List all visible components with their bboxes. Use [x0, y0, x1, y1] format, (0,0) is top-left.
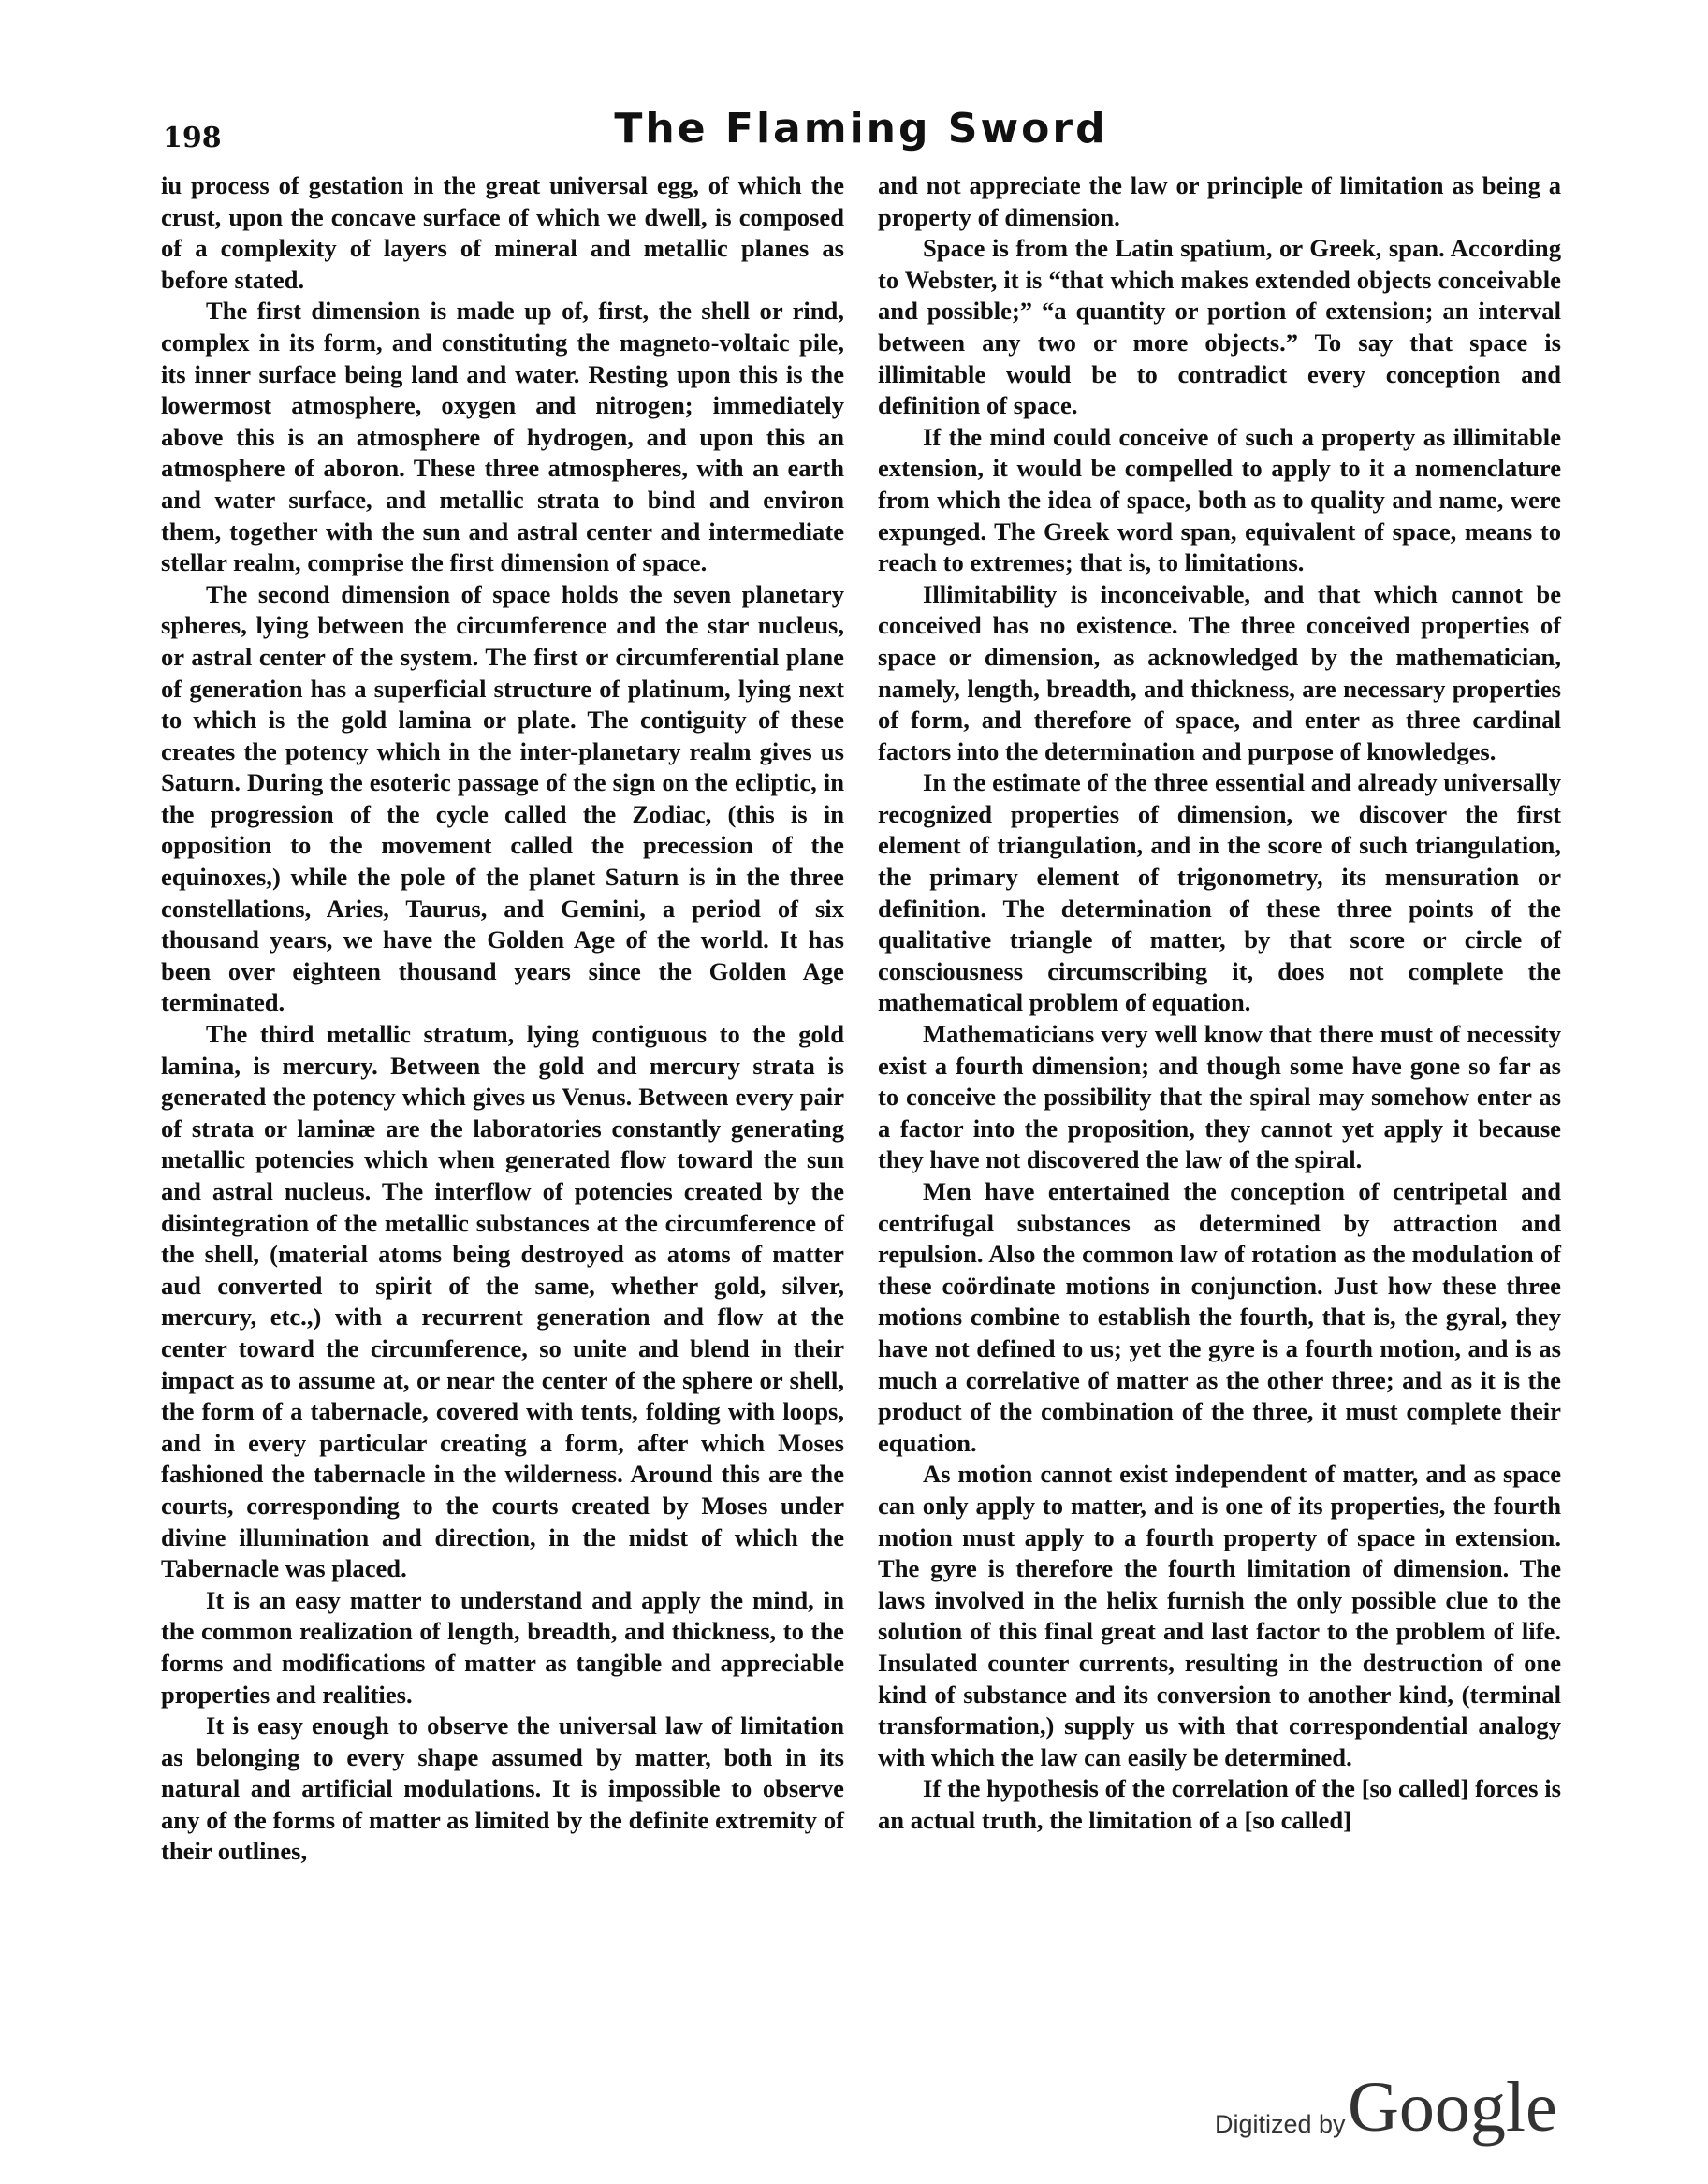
paragraph: It is easy enough to observe the universal law of limitation as belonging to every shape assumed by matter, both in its natural and artificial modulations. It is impossible to observe any of the forms of matter as limited by the definite extremity of their outlines,: [161, 1711, 844, 1866]
paragraph: Space is from the Latin spatium, or Greek, span. According to Webster, it is “that which makes extended objects conceivable and possible;” “a quantity or portion of extension; an interval between any two or more objects.” To say that space is illimitable would be to contradict every conception and definition of space.: [878, 234, 1561, 420]
paragraph: Mathematicians very well know that there must of necessity exist a fourth dimension; and though some have gone so far as to conceive the possibility that the spiral may somehow enter as a factor into the proposition, they cannot yet apply it because they have not discovered the law of the spiral.: [878, 1020, 1561, 1174]
paragraph: It is an easy matter to understand and apply the mind, in the common realization of length, breadth, and thickness, to the forms and modifications of matter as tangible and appreciable properties and realities.: [161, 1585, 844, 1709]
paragraph: iu process of gestation in the great universal egg, of which the crust, upon the concave surface of which we dwell, is composed of a complexity of layers of mineral and metallic planes as before stated.: [161, 171, 844, 294]
credit-brand-logo: Google: [1348, 2068, 1557, 2147]
page-number: 198: [163, 122, 222, 154]
right-column: [878, 170, 1561, 1836]
paragraph: As motion cannot exist independent of matter, and as space can only apply to matter, and is one of its properties, the fourth motion must apply to a fourth property of space in extension. The gyre is therefore the fourth limitation of dimension. The laws involved in the helix furnish the only possible clue to the solution of this final great and last factor to the problem of life. Insulated counter currents, resulting in the destruction of one kind of substance and its conversion to another kind, (terminal transformation,) supply us with that correspondential analogy with which the law can easily be determined.: [878, 1460, 1561, 1771]
running-title: The Flaming Sword: [614, 105, 1108, 153]
paragraph: Illimitability is inconceivable, and that which cannot be conceived has no existence. The three conceived properties of space or dimension, as acknowledged by the mathematician, namely, length, breadth, and thickness, are necessary properties of form, and therefore of space, and enter as three cardinal factors into the determination and purpose of knowledges.: [878, 579, 1561, 765]
paragraph: If the mind could conceive of such a property as illimitable extension, it would be compelled to apply to it a nomenclature from which the idea of space, both as to quality and name, were expunged. The Greek word span, equivalent of space, means to reach to extremes; that is, to limitations.: [878, 422, 1561, 577]
credit-prefix: Digitized by: [1215, 2110, 1346, 2138]
paragraph: The third metallic stratum, lying contiguous to the gold lamina, is mercury. Between the gold and mercury strata is generated the potency which gives us Venus. Between every pair of strata or laminæ are the laboratories constantly generating metallic potencies which when generated flow toward the sun and astral nucleus. The interflow of potencies created by the disintegration of the metallic substances at the circumference of the shell, (material atoms being destroyed as atoms of matter aud converted to spirit of the same, whether gold, silver, mercury, etc.,) with a recurrent generation and flow at the center toward the circumference, so unite and blend in their impact as to assume at, or near the center of the sphere or shell, the form of a tabernacle, covered with tents, folding with loops, and in every particular creating a form, after which Moses fashioned the tabernacle in the wilderness. Around this are the courts, corresponding to the courts created by Moses under divine illumination and direction, in the midst of which the Tabernacle was placed.: [161, 1020, 844, 1583]
page-header: [159, 105, 1563, 161]
paragraph: and not appreciate the law or principle of limitation as being a property of dimension.: [878, 171, 1561, 231]
paragraph: The first dimension is made up of, first, the shell or rind, complex in its form, and constituting the magneto-voltaic pile, its inner surface being land and water. Resting upon this is the lowermost atmosphere, oxygen and nitrogen; immediately above this is an atmosphere of hydrogen, and upon this an atmosphere of aboron. These three atmospheres, with an earth and water surface, and metallic strata to bind and environ them, together with the sun and astral center and intermediate stellar realm, comprise the first dimension of space.: [161, 297, 844, 577]
paragraph: In the estimate of the three essential and already universally recognized properties of dimension, we discover the first element of triangulation, and in the score of such triangulation, the primary element of trigonometry, its mensuration or definition. The determination of these three points of the qualitative triangle of matter, by that score or circle of consciousness circumscribing it, does not complete the mathematical problem of equation.: [878, 768, 1561, 1017]
paragraph: Men have entertained the conception of centripetal and centrifugal substances as determined by attraction and repulsion. Also the common law of rotation as the modulation of these coördinate motions in conjunction. Just how these three motions combine to establish the fourth, that is, the gyral, they have not defined to us; yet the gyre is a fourth motion, and is as much a correlative of matter as the other three; and as it is the product of the combination of the three, it must complete their equation.: [878, 1177, 1561, 1457]
paragraph: The second dimension of space holds the seven planetary spheres, lying between the circumference and the star nucleus, or astral center of the system. The first or circumferential plane of generation has a superficial structure of platinum, lying next to which is the gold lamina or plate. The contiguity of these creates the potency which in the inter-planetary realm gives us Saturn. During the esoteric passage of the sign on the ecliptic, in the progression of the cycle called the Zodiac, (this is in opposition to the movement called the precession of the equinoxes,) while the pole of the planet Saturn is in the three constellations, Aries, Taurus, and Gemini, a period of six thousand years, we have the Golden Age of the world. It has been over eighteen thousand years since the Golden Age terminated.: [161, 579, 844, 1017]
paragraph: If the hypothesis of the correlation of the [so called] forces is an actual truth, the limitation of a [so called]: [878, 1774, 1561, 1834]
digitization-credit: [1207, 2068, 1582, 2157]
left-column: [161, 170, 844, 1868]
